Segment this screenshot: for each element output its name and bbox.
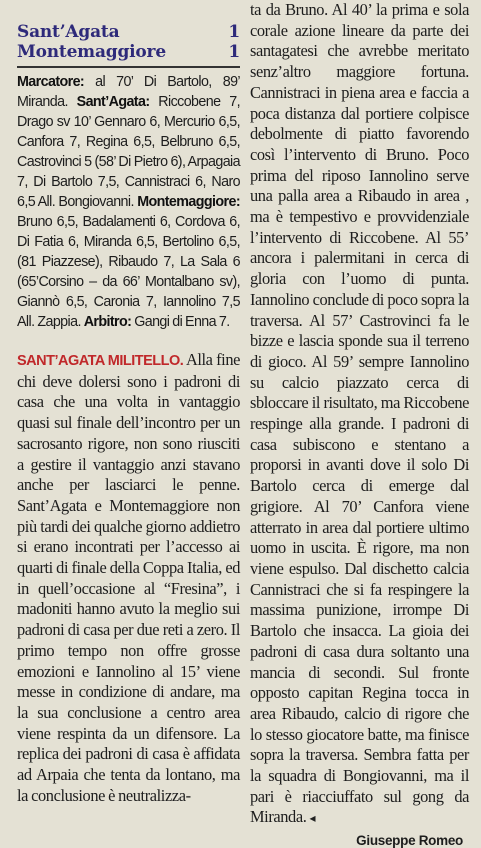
article-body-left xyxy=(17,350,240,806)
santagata-lineup: Riccobene 7, Drago sv 10’ Gennaro 6, Mercurio 6,5, Canfora 7, Regina 6,5, Belbruno 6,5, Castrovinci 5 (58’ Di Pietro 6), Arpagaia 7, Di Bartolo 7,5, Cannistraci 6, Naro 6,5 All. Bongiovanni. xyxy=(17,94,240,210)
author-byline: Giuseppe Romeo xyxy=(356,833,463,848)
montemaggiore-label: Montemaggiore: xyxy=(137,194,240,210)
montemaggiore-lineup: Bruno 6,5, Badalamenti 6, Cordova 6, Di Fatia 6, Miranda 6,5, Bertolino 6,5, (81 Piazzese), Ribaudo 7, La Sala 6 (65’Corsino – da 66’ Montalbano sv), Giannò 6,5, Caronia 7, Iannolino 7,5 All. Zappia. xyxy=(17,214,240,330)
article-kicker: SANT’AGATA MILITELLO. xyxy=(17,353,184,369)
santagata-label: Sant’Agata: xyxy=(76,94,150,110)
home-team-score: 1 xyxy=(228,22,240,42)
scoreboard xyxy=(17,22,240,62)
score-row-away xyxy=(17,42,240,62)
right-column xyxy=(250,0,469,848)
divider xyxy=(17,66,240,68)
article-text-right: ta da Bruno. Al 40’ la prima e sola corale azione lineare da parte dei santagatesi che avrebbe meritato senz’altro maggiore fortuna. Cannistraci in piena area e faccia a poca distanza dal portiere colpisce debolmente di piatto favorendo così l’intervento di Bruno. Poco prima del riposo Iannolino serve una palla area a Ribaudo in area , ma è tempestivo e provvidenziale l’intervento di Riccobene. Al 55’ ancora i palermitani in cerca di gloria con l’uomo di punta. Iannolino conclude di poco sopra la traversa. Al 57’ Castrovinci fa le bizze e lascia sponde sua il terreno di gioco. Al 59’ sempre Iannolino su calcio piazzato cerca di sbloccare il risultato, ma Riccobene respinge alla grande. I padroni di casa subiscono e stentano a proporsi in avanti dove il solo Di Bartolo cerca di emerge dal grigiore. Al 70’ Canfora viene atterrato in area dal portiere ultimo uomo in uscita. È rigore, ma non viene espulso. Dal dischetto calcia Cannistraci che si fa respingere la massima punizione, irrompe Di Bartolo che insacca. La gioia dei padroni di casa dura soltanto una mancia di secondi. Sul fronte opposto capitan Regina tocca in area Ribaudo, calcio di rigore che lo stesso giocatore batte, ma finisce sopra la traversa. Sembra fatta per la squadra di Bongiovanni, ma il pari è riacciuffato sul gong da Miranda. xyxy=(250,0,469,827)
article-text-left: Alla fine chi deve dolersi sono i padroni di casa che una volta in vantaggio quasi sul finale dell’incontro per un sacrosanto rigore, non sono riusciti a gestire il vantaggio anzi stavano anche per lasciarci le penne. Sant’Agata e Montemaggiore non più tardi dei qualche giorno addietro si erano incontrati per l’accesso ai quarti di finale della Coppa Italia, ed in quell’occasione al “Fresina”, i madoniti hanno avuto la meglio sui padroni di casa per due reti a zero. Il primo tempo non offre grosse emozioni e Iannolino al 15’ viene messe in condizione di andare, ma la sua conclusione a centro area viene respinta da un difensore. La replica dei padroni di casa è affidata ad Arpaia che tenta da lontano, ma la conclusione è neutralizza- xyxy=(17,350,240,805)
article-body-right xyxy=(250,0,469,829)
home-team-name: Sant’Agata xyxy=(17,22,120,42)
away-team-score: 1 xyxy=(228,42,240,62)
referee-text: Gangi di Enna 7. xyxy=(131,314,230,330)
score-row-home xyxy=(17,22,240,42)
away-team-name: Montemaggiore xyxy=(17,42,166,62)
match-lineups-box xyxy=(17,72,240,332)
scorers-text: al 70’ Di Bartolo, 89’ Miranda. xyxy=(17,74,240,110)
end-of-article-arrow-icon: ◂ xyxy=(309,811,316,826)
scorers-label: Marcatore: xyxy=(17,74,85,90)
referee-label: Arbitro: xyxy=(83,314,132,330)
left-column xyxy=(17,6,240,806)
